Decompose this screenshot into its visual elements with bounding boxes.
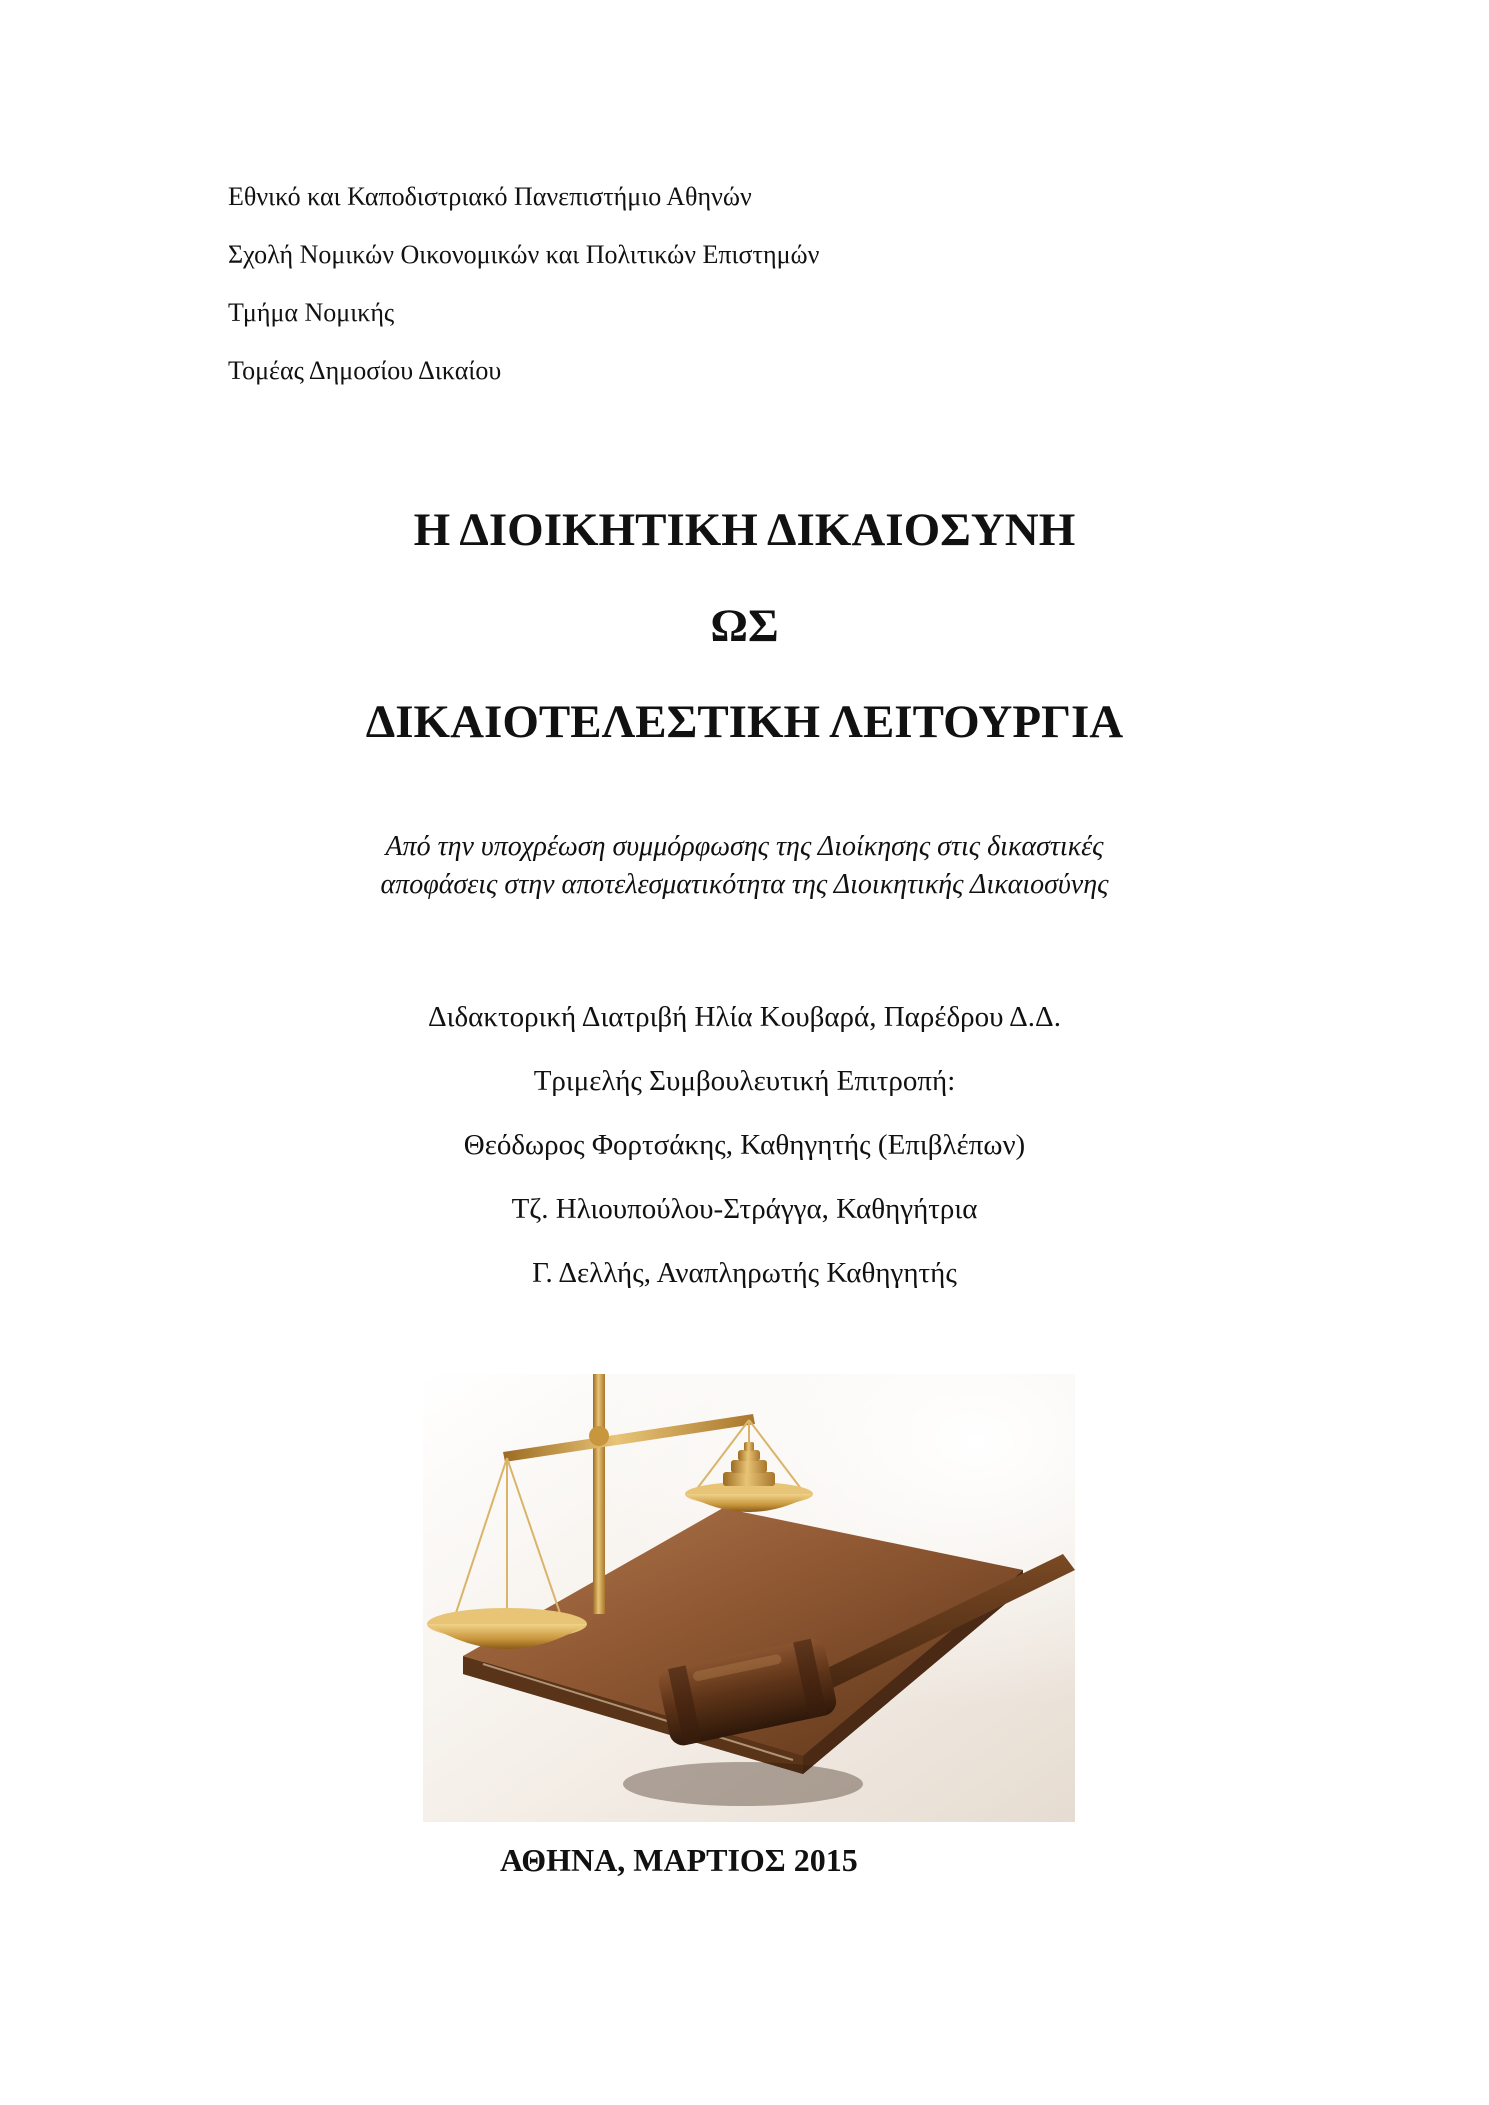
scales-and-gavel-image xyxy=(423,1374,1075,1822)
thesis-subtitle xyxy=(0,828,1489,904)
committee-member: Τζ. Ηλιουπούλου-Στράγγα, Καθηγήτρια xyxy=(511,1193,978,1225)
title-line-2: ΩΣ xyxy=(710,600,779,652)
title-line-1: Η ΔΙΟΙΚΗΤΙΚΗ ΔΙΚΑΙΟΣΥΝΗ xyxy=(413,504,1076,556)
thesis-author: Διδακτορική Διατριβή Ηλία Κουβαρά, Παρέδρου Δ.Δ. xyxy=(428,1001,1061,1033)
subtitle-line-1: Από την υποχρέωση συμμόρφωσης της Διοίκησης στις δικαστικές xyxy=(385,831,1104,862)
committee-member: Θεόδωρος Φορτσάκης, Καθηγητής (Επιβλέπων) xyxy=(463,1129,1026,1161)
university-name: Εθνικό και Καποδιστριακό Πανεπιστήμιο Αθηνών xyxy=(228,182,752,211)
place-and-date: ΑΘΗΝΑ, ΜΑΡΤΙΟΣ 2015 xyxy=(500,1842,858,1878)
sector-name: Τομέας Δημοσίου Δικαίου xyxy=(228,356,502,385)
committee-member: Γ. Δελλής, Αναπληρωτής Καθηγητής xyxy=(532,1257,957,1289)
department-name: Τμήμα Νομικής xyxy=(228,298,395,327)
thesis-title xyxy=(0,490,1489,778)
title-line-3: ΔΙΚΑΙΟΤΕΛΕΣΤΙΚΗ ΛΕΙΤΟΥΡΓΙΑ xyxy=(365,696,1124,748)
scales-and-gavel-icon xyxy=(423,1374,1075,1822)
subtitle-line-2: αποφάσεις στην αποτελεσματικότητα της Διοικητικής Δικαιοσύνης xyxy=(380,869,1109,900)
institution-block xyxy=(228,168,819,400)
committee-heading: Τριμελής Συμβουλευτική Επιτροπή: xyxy=(533,1065,956,1097)
school-name: Σχολή Νομικών Οικονομικών και Πολιτικών Επιστημών xyxy=(228,240,820,269)
committee-block xyxy=(0,985,1489,1305)
